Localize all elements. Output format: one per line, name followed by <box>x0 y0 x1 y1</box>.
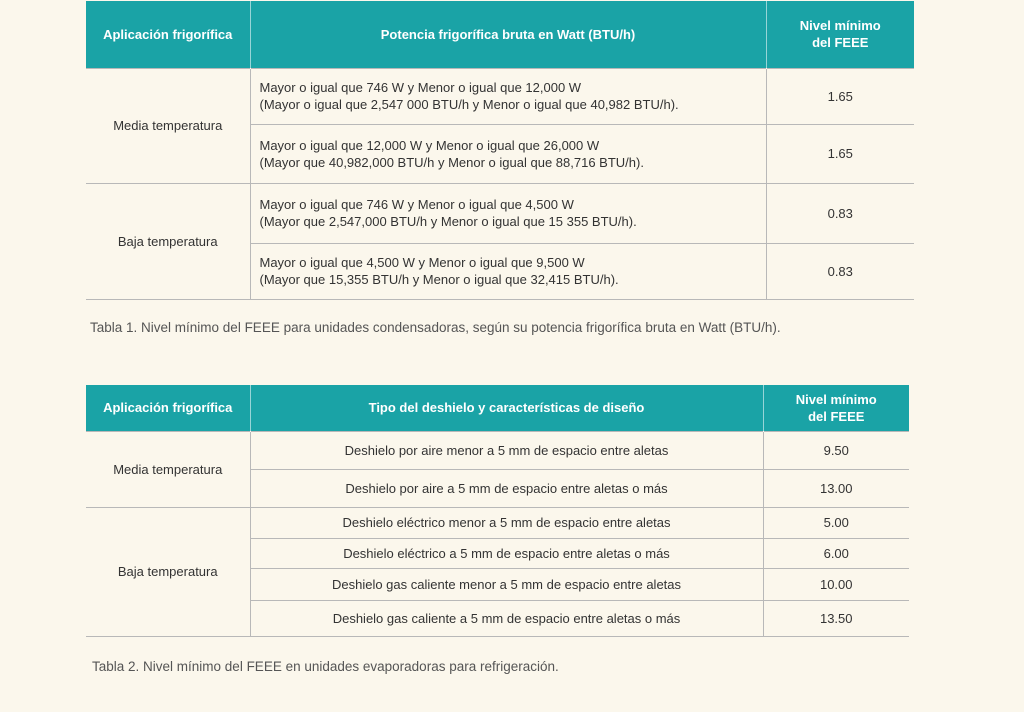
defrost-type-cell: Deshielo gas caliente a 5 mm de espacio entre aletas o más <box>250 600 763 636</box>
table-row <box>86 507 909 538</box>
application-cell: Media temperatura <box>86 68 250 183</box>
table-row <box>86 431 909 469</box>
condensing-units-table <box>86 1 914 300</box>
power-range-btu: (Mayor que 2,547,000 BTU/h y Menor o igual que 15 355 BTU/h). <box>259 214 637 229</box>
power-range-cell <box>250 124 766 183</box>
defrost-type-cell: Deshielo por aire a 5 mm de espacio entre aletas o más <box>250 469 763 507</box>
min-level-cell: 5.00 <box>763 507 909 538</box>
min-level-cell: 0.83 <box>766 243 914 299</box>
min-level-cell: 0.83 <box>766 183 914 243</box>
power-range-cell <box>250 183 766 243</box>
header-min-level-line2: del FEEE <box>812 35 869 51</box>
power-range-watts: Mayor o igual que 746 W y Menor o igual que 4,500 W <box>259 197 574 212</box>
header-min-level <box>763 385 909 431</box>
min-level-cell: 1.65 <box>766 124 914 183</box>
header-defrost-type: Tipo del deshielo y características de diseño <box>250 385 763 431</box>
power-range-watts: Mayor o igual que 746 W y Menor o igual que 12,000 W <box>259 80 582 95</box>
header-application: Aplicación frigorífica <box>86 1 250 68</box>
power-range-watts: Mayor o igual que 4,500 W y Menor o igual que 9,500 W <box>259 255 585 270</box>
evaporator-units-table <box>86 385 909 637</box>
min-level-cell: 10.00 <box>763 568 909 600</box>
min-level-cell: 1.65 <box>766 68 914 124</box>
header-application: Aplicación frigorífica <box>86 385 250 431</box>
header-min-level-line2: del FEEE <box>808 408 865 424</box>
application-cell: Baja temperatura <box>86 183 250 299</box>
power-range-cell <box>250 68 766 124</box>
defrost-type-cell: Deshielo eléctrico menor a 5 mm de espacio entre aletas <box>250 507 763 538</box>
table2-caption: Tabla 2. Nivel mínimo del FEEE en unidades evaporadoras para refrigeración. <box>92 659 559 674</box>
power-range-cell <box>250 243 766 299</box>
min-level-cell: 6.00 <box>763 538 909 568</box>
header-power: Potencia frigorífica bruta en Watt (BTU/h) <box>250 1 766 68</box>
table-row <box>86 68 914 124</box>
defrost-type-cell: Deshielo por aire menor a 5 mm de espacio entre aletas <box>250 431 763 469</box>
power-range-btu: (Mayor o igual que 2,547 000 BTU/h y Menor o igual que 40,982 BTU/h). <box>259 97 679 112</box>
header-min-level <box>766 1 914 68</box>
header-min-level-line1: Nivel mínimo <box>795 391 877 407</box>
power-range-btu: (Mayor que 15,355 BTU/h y Menor o igual que 32,415 BTU/h). <box>259 272 619 287</box>
table-header-row <box>86 1 914 68</box>
application-cell: Media temperatura <box>86 431 250 507</box>
min-level-cell: 9.50 <box>763 431 909 469</box>
defrost-type-cell: Deshielo gas caliente menor a 5 mm de espacio entre aletas <box>250 568 763 600</box>
power-range-watts: Mayor o igual que 12,000 W y Menor o igual que 26,000 W <box>259 137 600 153</box>
min-level-cell: 13.00 <box>763 469 909 507</box>
application-cell: Baja temperatura <box>86 507 250 636</box>
table-row <box>86 183 914 243</box>
power-range-btu: (Mayor que 40,982,000 BTU/h y Menor o igual que 88,716 BTU/h). <box>259 154 644 170</box>
min-level-cell: 13.50 <box>763 600 909 636</box>
table1-caption: Tabla 1. Nivel mínimo del FEEE para unidades condensadoras, según su potencia frigorífica bruta en Watt (BTU/h). <box>90 320 781 335</box>
header-min-level-line1: Nivel mínimo <box>799 18 881 34</box>
defrost-type-cell: Deshielo eléctrico a 5 mm de espacio entre aletas o más <box>250 538 763 568</box>
table-header-row <box>86 385 909 431</box>
